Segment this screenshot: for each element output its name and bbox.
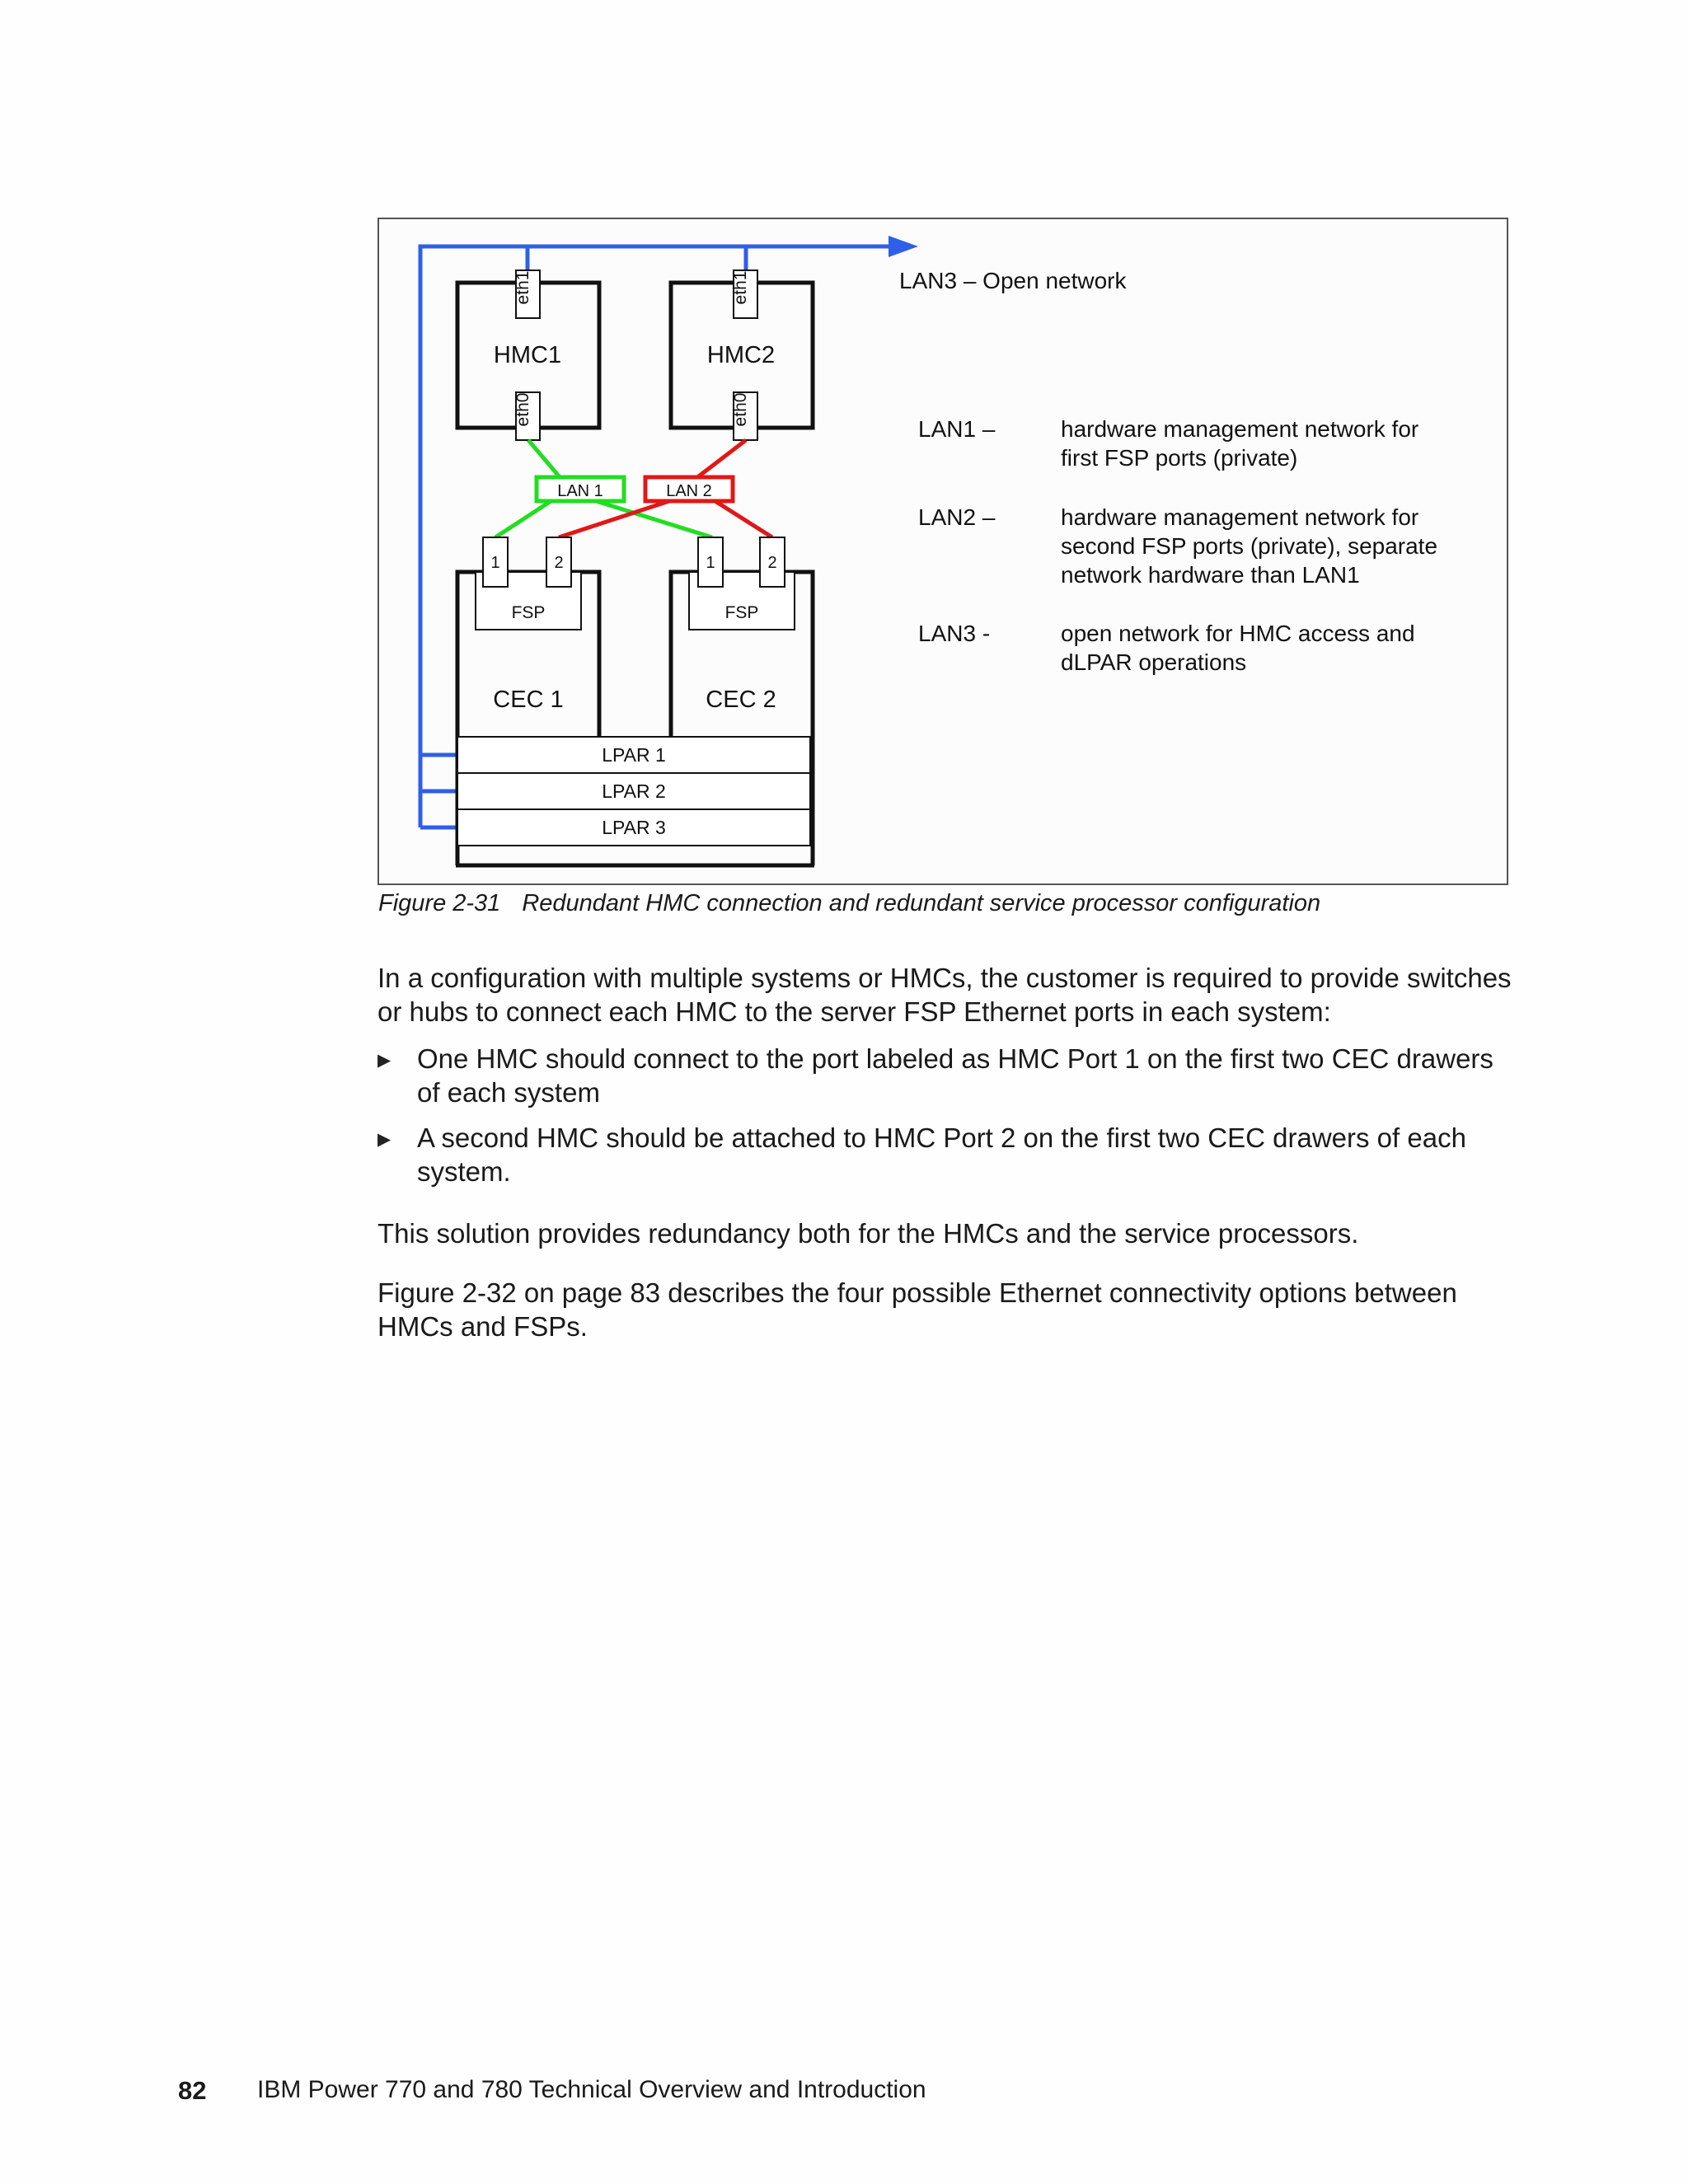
hmc2-eth1-label: eth1 bbox=[731, 270, 750, 305]
legend-lan2-term: LAN2 – bbox=[918, 504, 996, 530]
cec2-label: CEC 2 bbox=[706, 687, 776, 713]
legend-lan3-line-2: dLPAR operations bbox=[1061, 649, 1247, 675]
hmc1-eth1-label: eth1 bbox=[513, 270, 532, 305]
cec1-fsp-label: FSP bbox=[511, 603, 546, 622]
intro-paragraph: In a configuration with multiple systems or HMCs, the customer is required to provide switches or hubs to connect each HMC to the server FSP Ethernet ports in each system: bbox=[377, 963, 1512, 1027]
figure-caption-text: Redundant HMC connection and redundant service processor configuration bbox=[522, 890, 1321, 916]
legend-lan2-line-3: network hardware than LAN1 bbox=[1061, 562, 1360, 588]
bullet-triangle-icon: ▶ bbox=[377, 1130, 392, 1149]
lan3-label: LAN3 – Open network bbox=[899, 268, 1127, 293]
hmc1-label: HMC1 bbox=[493, 342, 562, 368]
page-number: 82 bbox=[178, 2076, 207, 2105]
legend-lan1-line-1: hardware management network for bbox=[1061, 416, 1419, 442]
figure-number: Figure 2-31 bbox=[378, 890, 501, 916]
bullet-item-2: A second HMC should be attached to HMC Port 2 on the first two CEC drawers of each system. bbox=[417, 1122, 1466, 1187]
lan3-arrowhead bbox=[889, 236, 918, 257]
legend-lan2-line-1: hardware management network for bbox=[1061, 504, 1419, 530]
redundancy-paragraph: This solution provides redundancy both for the HMCs and the service processors. bbox=[377, 1218, 1359, 1249]
reference-paragraph: Figure 2-32 on page 83 describes the four possible Ethernet connectivity options between HMCs and FSPs. bbox=[377, 1277, 1457, 1342]
book-title: IBM Power 770 and 780 Technical Overview and Introduction bbox=[257, 2076, 926, 2103]
cec2-port1-label: 1 bbox=[706, 554, 715, 572]
lan1-box-label: LAN 1 bbox=[557, 482, 603, 500]
bullet-triangle-icon: ▶ bbox=[377, 1051, 392, 1070]
lpar-label-3: LPAR 3 bbox=[602, 817, 666, 838]
lan2-hmc2-link bbox=[696, 440, 746, 478]
cec1-port2-label: 2 bbox=[554, 554, 564, 572]
hmc2-eth0-label: eth0 bbox=[731, 392, 750, 427]
cec1-label: CEC 1 bbox=[493, 687, 564, 713]
hmc1-eth0-label: eth0 bbox=[513, 392, 532, 427]
legend-lan1-term: LAN1 – bbox=[918, 416, 996, 442]
lan2-cec2-link bbox=[714, 500, 772, 537]
bullet-item-1: One HMC should connect to the port labeled as HMC Port 1 on the first two CEC drawers of each system bbox=[417, 1043, 1493, 1108]
lpar-label-1: LPAR 1 bbox=[602, 744, 666, 766]
legend-lan1-line-2: first FSP ports (private) bbox=[1061, 445, 1298, 471]
hmc2-label: HMC2 bbox=[706, 342, 776, 368]
cec2-fsp-label: FSP bbox=[724, 603, 759, 622]
cec1-port1-label: 1 bbox=[490, 554, 500, 572]
legend-lan3-line-1: open network for HMC access and bbox=[1061, 621, 1415, 646]
lan2-box-label: LAN 2 bbox=[666, 482, 712, 500]
legend-lan2-line-2: second FSP ports (private), separate bbox=[1061, 533, 1438, 559]
cec2-port2-label: 2 bbox=[767, 554, 777, 572]
network-diagram bbox=[377, 218, 1508, 885]
lpar-label-2: LPAR 2 bbox=[602, 780, 666, 802]
figure-caption bbox=[378, 890, 1320, 917]
lan1-cec1-link bbox=[495, 500, 552, 537]
legend-lan3-term: LAN3 - bbox=[918, 621, 991, 646]
lan1-hmc1-link bbox=[528, 440, 560, 478]
